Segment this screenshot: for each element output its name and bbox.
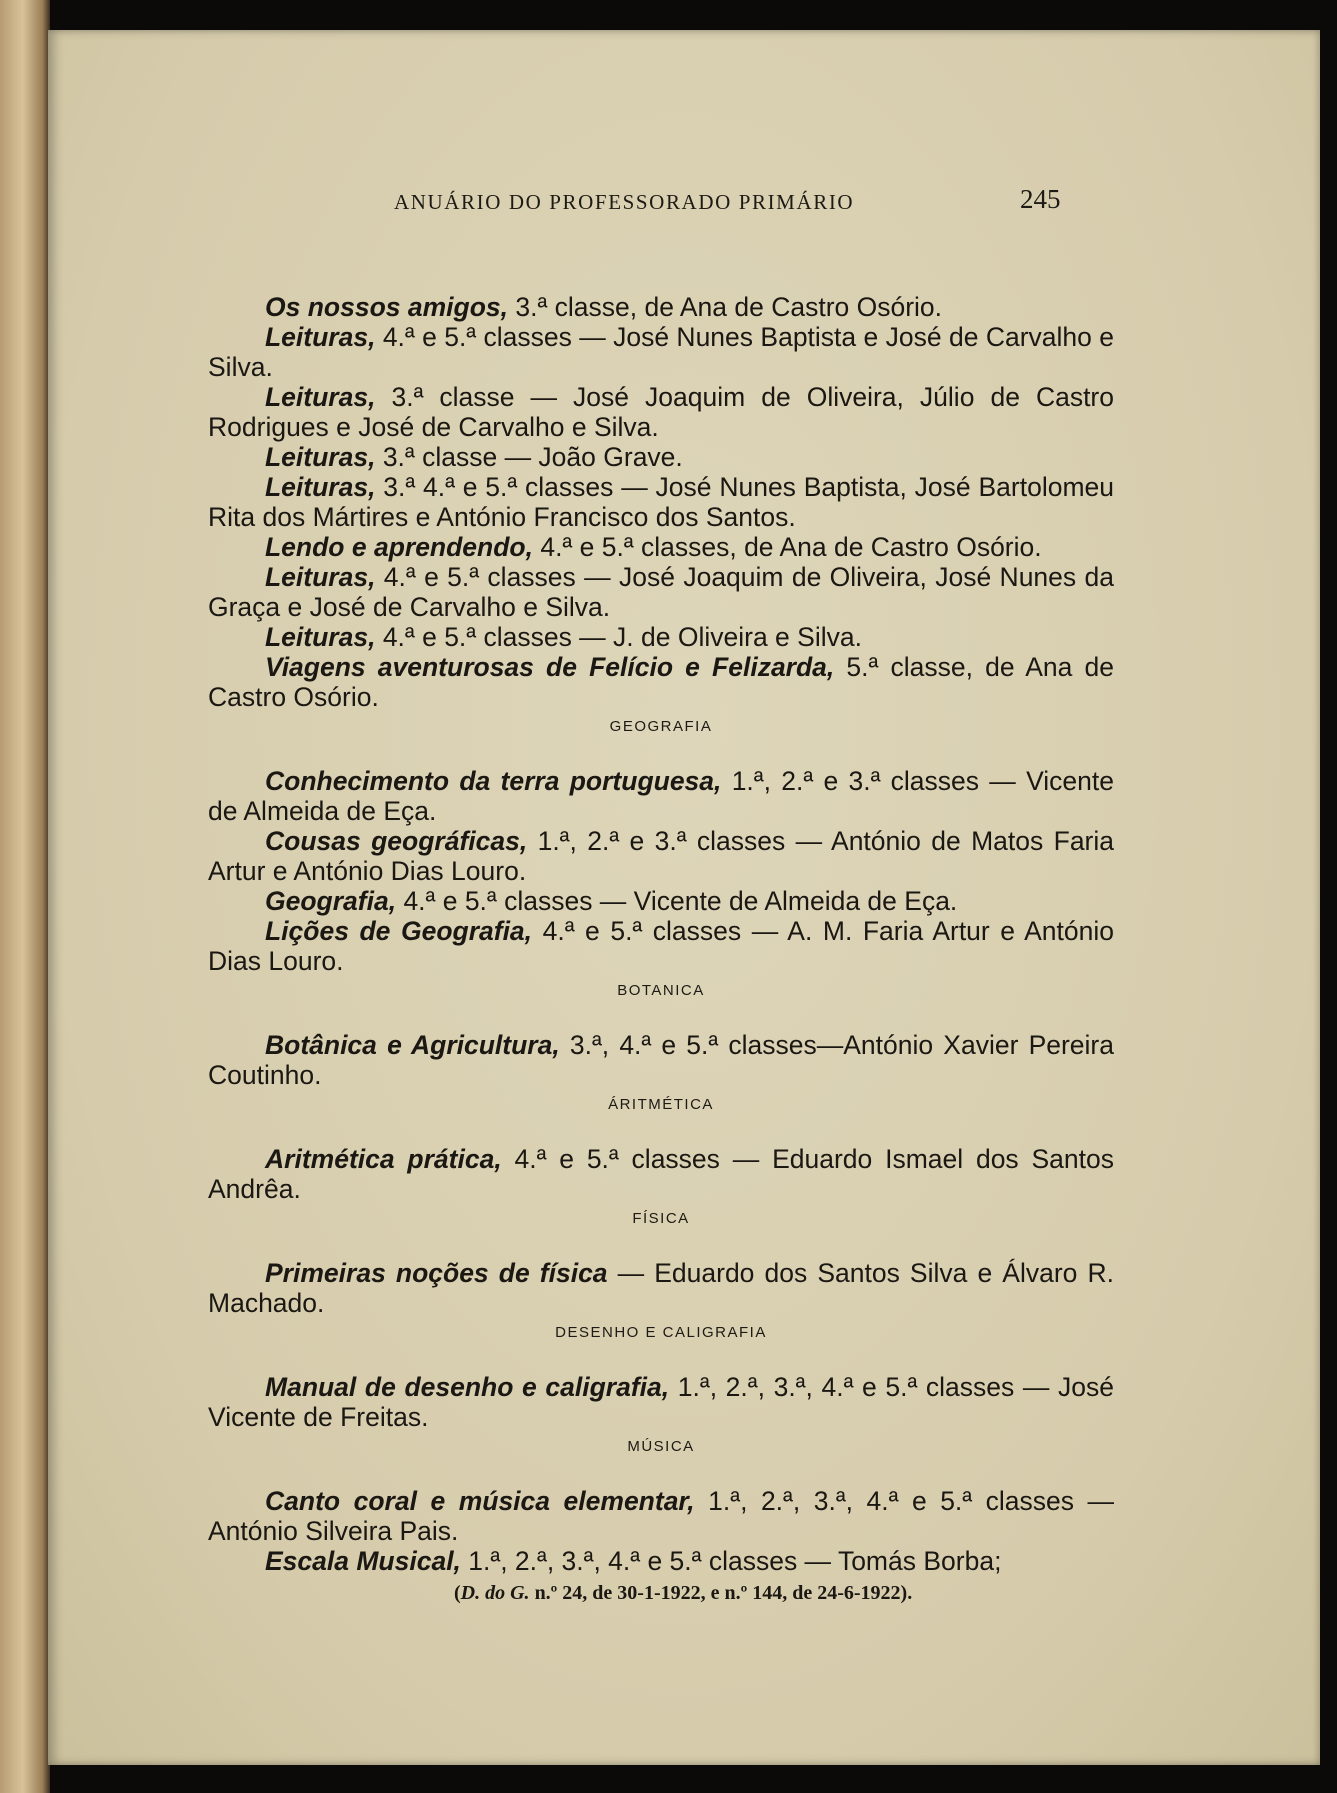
entry-title: Geografia, <box>265 886 397 916</box>
entry-title: Aritmética prática, <box>265 1144 502 1174</box>
entry-title: Primeiras noções de física <box>265 1258 608 1288</box>
entry-title: Leituras, <box>265 382 376 412</box>
entry <box>208 886 1114 916</box>
entry-details: 3.ª 4.ª e 5.ª classes — José Nunes Baptista, José Bartolomeu Rita dos Mártires e António Francisco dos Santos. <box>208 472 1114 532</box>
footnote-source: D. do G. <box>460 1582 530 1604</box>
entry <box>208 1546 1114 1576</box>
entry-title: Leituras, <box>265 562 376 592</box>
entry <box>208 916 1114 976</box>
entry <box>208 826 1114 886</box>
running-head: ANUÁRIO DO PROFESSORADO PRIMÁRIO <box>394 190 855 214</box>
entry-title: Viagens aventurosas de Felício e Felizarda, <box>265 652 835 682</box>
entry-details: 3.ª classe — José Joaquim de Oliveira, Júlio de Castro Rodrigues e José de Carvalho e Silva. <box>208 382 1114 442</box>
entry-title: Lições de Geografia, <box>265 916 533 946</box>
section-heading-fisica: FÍSICA <box>632 1210 690 1227</box>
entry <box>208 1372 1114 1432</box>
entry-details: 4.ª e 5.ª classes — José Nunes Baptista e José de Carvalho e Silva. <box>208 322 1114 382</box>
section-heading-aritmetica: ÁRITMÉTICA <box>608 1096 714 1113</box>
body-text <box>208 292 1114 1608</box>
entry-title: Cousas geográficas, <box>265 826 528 856</box>
section-heading-desenho: DESENHO E CALIGRAFIA <box>555 1324 767 1341</box>
entry-details: 4.ª e 5.ª classes — J. de Oliveira e Silva. <box>375 622 862 652</box>
entry-details: 5.ª classe, de Ana de Castro Osório. <box>208 652 1114 712</box>
page-header <box>48 182 1320 222</box>
book-spine <box>0 0 50 1793</box>
section-heading-geografia: GEOGRAFIA <box>609 718 713 735</box>
footnote-details: n.º 24, de 30-1-1922, e n.º 144, de 24-6-1922). <box>529 1582 913 1604</box>
entry-details: — Eduardo dos Santos Silva e Álvaro R. Machado. <box>208 1258 1114 1318</box>
entry-details: 1.ª, 2.ª e 3.ª classes — Vicente de Almeida de Eça. <box>208 766 1114 826</box>
entry <box>208 472 1114 532</box>
entry-details: 4.ª e 5.ª classes — Vicente de Almeida de Eça. <box>396 886 958 916</box>
entry <box>208 1486 1114 1546</box>
entry-details: 4.ª e 5.ª classes — A. M. Faria Artur e António Dias Louro. <box>208 916 1114 976</box>
entry-title: Leituras, <box>265 622 376 652</box>
entry-details: 1.ª, 2.ª, 3.ª, 4.ª e 5.ª classes — José Vicente de Freitas. <box>208 1372 1114 1432</box>
entry-details: 3.ª, 4.ª e 5.ª classes—António Xavier Pereira Coutinho. <box>208 1030 1114 1090</box>
entry <box>208 322 1114 382</box>
entry-title: Leituras, <box>265 472 376 502</box>
entry-title: Os nossos amigos, <box>265 292 508 322</box>
entry-details: 4.ª e 5.ª classes — José Joaquim de Oliveira, José Nunes da Graça e José de Carvalho e Silva. <box>208 562 1114 622</box>
entry-title: Leituras, <box>265 322 376 352</box>
entry-title: Lendo e aprendendo, <box>265 532 533 562</box>
entry <box>208 1030 1114 1090</box>
entry <box>208 622 1114 652</box>
entry <box>208 652 1114 712</box>
footnote: (D. do G. n.º 24, de 30-1-1922, e n.º 144, de 24-6-1922). <box>454 1582 913 1604</box>
entry-details: 3.ª classe — João Grave. <box>375 442 683 472</box>
entry <box>208 292 1114 322</box>
entry <box>208 766 1114 826</box>
entry <box>208 442 1114 472</box>
entry-details: 1.ª, 2.ª, 3.ª, 4.ª e 5.ª classes — Tomás Borba; <box>460 1546 1002 1576</box>
entry-details: 3.ª classe, de Ana de Castro Osório. <box>508 292 943 322</box>
entry-title: Manual de desenho e caligrafia, <box>265 1372 670 1402</box>
entry-title: Botânica e Agricultura, <box>265 1030 560 1060</box>
entry-title: Leituras, <box>265 442 376 472</box>
entry-details: 4.ª e 5.ª classes, de Ana de Castro Osório. <box>532 532 1042 562</box>
page-number: 245 <box>1020 184 1061 214</box>
book-page <box>48 30 1320 1765</box>
entry-title: Escala Musical, <box>265 1546 461 1576</box>
entry <box>208 562 1114 622</box>
entry-details: 1.ª, 2.ª e 3.ª classes — António de Matos Faria Artur e António Dias Louro. <box>208 826 1115 886</box>
entry <box>208 382 1114 442</box>
entry <box>208 532 1114 562</box>
section-heading-botanica: BOTANICA <box>617 982 705 999</box>
entry-title: Canto coral e música elementar, <box>265 1486 695 1516</box>
section-heading-musica: MÚSICA <box>627 1438 695 1455</box>
entry-title: Conhecimento da terra portuguesa, <box>265 766 722 796</box>
entry-details: 4.ª e 5.ª classes — Eduardo Ismael dos Santos Andrêa. <box>208 1144 1115 1204</box>
entry <box>208 1144 1114 1204</box>
entry-details: 1.ª, 2.ª, 3.ª, 4.ª e 5.ª classes — António Silveira Pais. <box>208 1486 1114 1546</box>
entry <box>208 1258 1114 1318</box>
